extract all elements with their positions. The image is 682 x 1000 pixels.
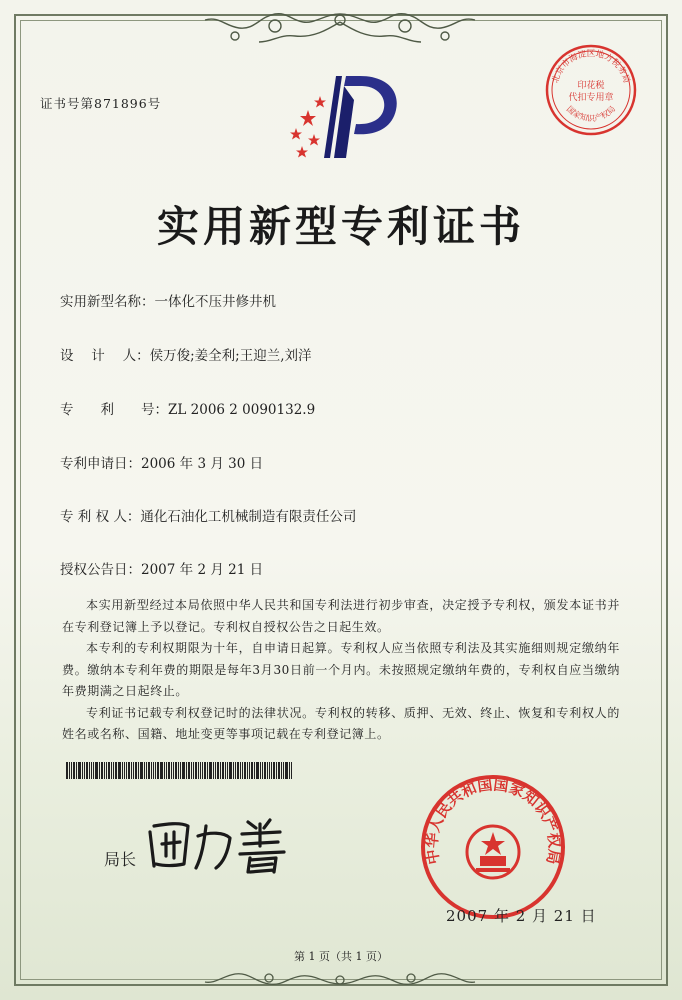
field-value: 2006 年 3 月 30 日 [141,456,264,472]
barcode-bar [148,762,150,779]
field-grant-date [60,558,263,578]
barcode-bar [95,762,98,779]
barcode-bar [151,762,152,779]
barcode-bar [73,762,75,779]
barcode-bar [217,762,219,779]
barcode-bar [144,762,145,779]
barcode-bar [155,762,156,779]
barcode-bar [278,762,280,779]
field-label: 专 利 权 人： [60,509,141,525]
barcode-bar [89,762,90,779]
barcode-bar [267,762,268,779]
barcode-bar [209,762,212,779]
barcode-bar [111,762,112,779]
barcode-bar [281,762,282,779]
barcode-bar [235,762,236,779]
barcode-bar [242,762,243,779]
barcode-bar [113,762,114,779]
barcode-bar [256,762,259,779]
barcode-bar [251,762,253,779]
cnipa-logo [284,70,404,170]
barcode-bar [133,762,134,779]
official-seal [418,772,568,922]
page-footer: 第 1 页（共 1 页） [294,950,388,963]
top-ornament [195,8,485,52]
barcode-bar [157,762,159,779]
barcode-bar [195,762,197,779]
tax-stamp [543,42,639,138]
barcode-bar [140,762,143,779]
barcode-bar [166,762,167,779]
barcode [66,762,342,779]
barcode-bar [106,762,107,779]
tax-stamp-bottom-text: 国家知识产权局 [564,104,618,123]
field-label: 实用新型名称： [60,294,155,310]
barcode-bar [138,762,139,779]
barcode-bar [289,762,290,779]
barcode-bar [240,762,241,779]
barcode-bar [118,762,121,779]
barcode-bar [262,762,263,779]
barcode-bar [186,762,187,779]
field-value: 一体化不压井修井机 [154,294,276,310]
barcode-bar [200,762,201,779]
barcode-bar [153,762,154,779]
national-emblem-icon [467,826,519,878]
barcode-bar [115,762,117,779]
barcode-bar [131,762,132,779]
barcode-bar [291,762,292,779]
tax-stamp-top-text: 北京市海淀区地方税务局 [550,49,632,85]
barcode-bar [178,762,179,779]
barcode-bar [247,762,248,779]
tax-stamp-line1: 印花税 [577,81,605,91]
barcode-bar [71,762,72,779]
barcode-bar [82,762,83,779]
barcode-bar [193,762,194,779]
barcode-bar [254,762,255,779]
barcode-bar [191,762,192,779]
barcode-bar [285,762,288,779]
barcode-bar [104,762,105,779]
barcode-bar [175,762,177,779]
barcode-bar [271,762,272,779]
barcode-bar [188,762,190,779]
barcode-bar [93,762,94,779]
barcode-bar [233,762,234,779]
field-patentee [60,505,356,525]
barcode-bar [78,762,81,779]
barcode-bar [171,762,172,779]
field-value: 侯万俊;姜全利;王迎兰,刘洋 [149,348,312,364]
barcode-bar [135,762,137,779]
barcode-bar [229,762,232,779]
barcode-bar [86,762,88,779]
tax-stamp-line2: 代扣专用章 [568,93,614,103]
barcode-bar [198,762,199,779]
barcode-bar [222,762,224,779]
barcode-bar [126,762,127,779]
field-designer [60,344,311,364]
barcode-bar [225,762,226,779]
barcode-bar [122,762,123,779]
barcode-bar [264,762,266,779]
barcode-bar [146,762,147,779]
official-seal-text: 中华人民共和国国家知识产权局 [422,775,564,866]
barcode-bar [99,762,100,779]
bottom-ornament [195,962,485,992]
barcode-bar [182,762,185,779]
director-signature [144,812,304,876]
barcode-bar [160,762,163,779]
field-value: 2007 年 2 月 21 日 [141,562,264,578]
barcode-bar [244,762,246,779]
field-label: 授权公告日： [60,562,141,578]
certificate-number: 证书号第871896号 [40,96,162,111]
barcode-bar [164,762,165,779]
barcode-bar [91,762,92,779]
barcode-bar [204,762,206,779]
field-value: 通化石油化工机械制造有限责任公司 [140,509,357,525]
barcode-bar [108,762,110,779]
field-label: 专利申请日： [60,456,141,472]
barcode-bar [215,762,216,779]
barcode-bar [128,762,130,779]
barcode-bar [273,762,275,779]
barcode-bar [283,762,284,779]
barcode-bar [269,762,270,779]
issue-date: 2007 年 2 月 21 日 [446,907,597,925]
field-label: 设 计 人： [60,348,150,364]
barcode-bar [173,762,174,779]
barcode-bar [180,762,181,779]
paragraph: 本专利的专利权期限为十年，自申请日起算。专利权人应当依照专利法及其实施细则规定缴纳年费。缴纳本专利年费的期限是每年3月30日前一个月内。未按照规定缴纳年费的，专利权自应当缴纳年费期满之日起终止。 [62,641,620,698]
barcode-bar [276,762,277,779]
field-value: ZL 2006 2 0090132.9 [168,402,316,418]
barcode-bar [260,762,261,779]
barcode-bar [84,762,85,779]
barcode-bar [220,762,221,779]
paragraph: 专利证书记载专利权登记时的法律状况。专利权的转移、质押、无效、终止、恢复和专利权人的姓名或名称、国籍、地址变更等事项记载在专利登记簿上。 [62,705,620,741]
barcode-bar [66,762,68,779]
barcode-bar [101,762,103,779]
barcode-bar [227,762,228,779]
svg-text:国家知识产权局 [565,104,617,123]
field-label: 专 利 号： [60,402,168,418]
barcode-bar [76,762,77,779]
page-title: 实用新型专利证书 [156,202,525,251]
paragraph: 本实用新型经过本局依照中华人民共和国专利法进行初步审查，决定授予专利权，颁发本证书并在专利登记簿上予以登记。专利权自授权公告之日起生效。 [62,598,620,634]
barcode-bar [213,762,214,779]
barcode-bar [168,762,170,779]
svg-text:北京市海淀区地方税务局 [550,48,632,84]
field-utility-model-name [60,290,276,310]
svg-text:中华人民共和国国家知识产权局 [423,776,564,866]
barcode-bar [249,762,250,779]
director-label: 局长 [104,850,137,869]
barcode-bar [124,762,125,779]
field-application-date [60,452,263,472]
barcode-bar [237,762,239,779]
field-patent-number [60,398,315,418]
barcode-bar [207,762,208,779]
certificate-body [62,595,620,746]
barcode-bar [69,762,70,779]
barcode-bar [202,762,203,779]
